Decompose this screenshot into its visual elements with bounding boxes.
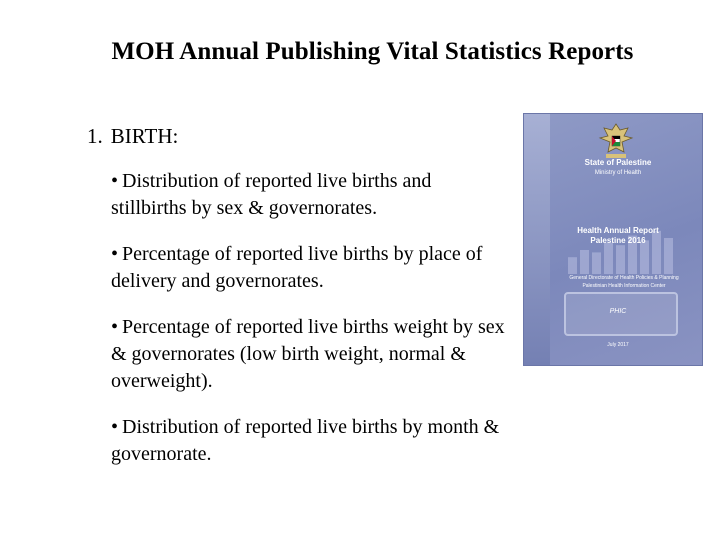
cover-bar [580, 250, 589, 274]
list-item-text: Percentage of reported live births by place of delivery and governorates. [111, 243, 483, 292]
cover-date: July 2017 [607, 342, 629, 348]
cover-state: State of Palestine [584, 158, 652, 167]
cover-ministry: Ministry of Health [594, 170, 642, 176]
eagle-emblem-icon [592, 120, 640, 162]
list-item [111, 241, 511, 295]
section-heading [87, 124, 178, 149]
cover-report-title-line1: Health Annual Report [577, 226, 659, 235]
cover-directorate-block [554, 274, 694, 290]
bullet-icon: • [111, 416, 119, 438]
cover-report-title-line2: Palestine 2016 [590, 236, 646, 245]
bullet-icon: • [111, 316, 119, 338]
section-number: 1. [87, 124, 103, 148]
bullet-icon: • [111, 243, 119, 265]
cover-bar [616, 245, 625, 274]
cover-logo-text: PHIC [609, 308, 627, 315]
list-item-text: Distribution of reported live births by month & governorate. [111, 416, 500, 465]
list-item-text: Percentage of reported live births weight by sex & governorates (low birth weight, normal & overweight). [111, 316, 505, 392]
section-label: BIRTH: [110, 124, 179, 148]
list-item [111, 168, 511, 222]
cover-report-title [562, 226, 674, 246]
cover-stripe [524, 114, 550, 365]
page-title: MOH Annual Publishing Vital Statistics Reports [111, 38, 634, 65]
cover-bar [592, 252, 601, 274]
cover-bar [568, 257, 577, 274]
cover-bar [604, 243, 613, 274]
cover-center: Palestinian Health Information Center [582, 283, 666, 289]
list-item [111, 314, 511, 395]
list-item [111, 414, 511, 468]
cover-directorate: General Directorate of Health Policies & Planning [569, 275, 679, 281]
list-item-text: Distribution of reported live births and stillbirths by sex & governorates. [111, 170, 432, 219]
report-cover-image [523, 113, 703, 366]
bullet-list [111, 168, 511, 487]
bullet-icon: • [111, 170, 119, 192]
